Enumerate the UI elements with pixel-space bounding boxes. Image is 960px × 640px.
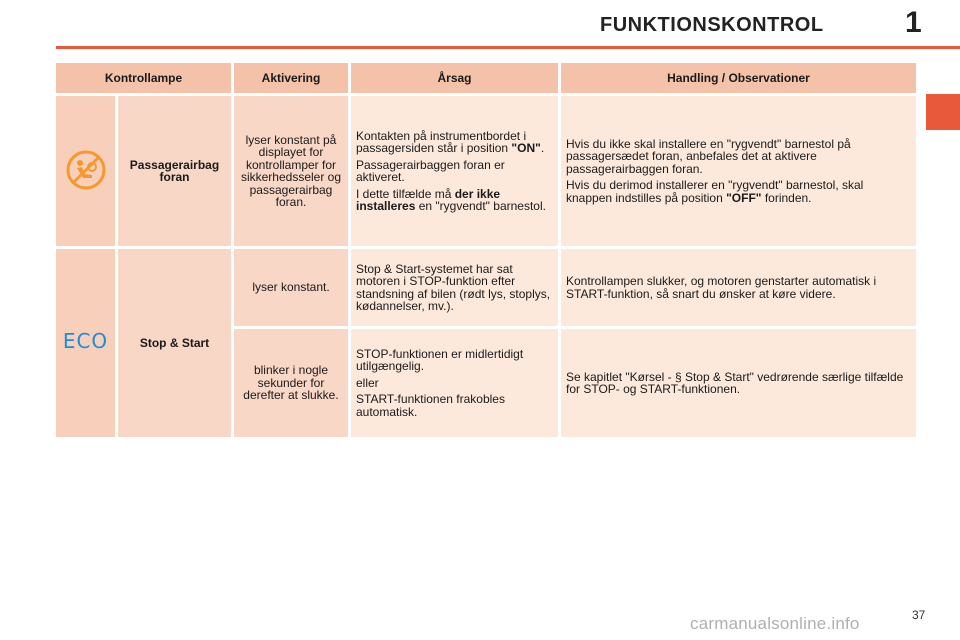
chapter-tab-marker xyxy=(926,94,960,130)
page-number: 37 xyxy=(912,608,926,622)
cause-text: en "rygvendt" barnestol. xyxy=(415,199,546,213)
column-header-kontrollampe: Kontrollampe xyxy=(56,63,231,93)
chapter-number: 1 xyxy=(905,6,922,39)
column-header-handling: Handling / Observationer xyxy=(561,63,916,93)
table-row xyxy=(56,249,916,326)
watermark: carmanualsonline.info xyxy=(690,614,860,633)
observation-emphasis: "OFF" xyxy=(726,190,762,205)
cause-text: Passagerairbaggen foran er aktiveret. xyxy=(356,157,505,184)
page-title: FUNKTIONSKONTROL xyxy=(600,14,824,36)
cause-emphasis: "ON" xyxy=(511,141,541,155)
lamp-name: Passagerairbag foran xyxy=(118,96,231,246)
cause-cell xyxy=(351,96,558,246)
observation-text: Se kapitlet "Kørsel - § Stop & Start" vedrørende særlige tilfælde for STOP- og START-funktionen. xyxy=(561,329,916,437)
lamp-name: Stop & Start xyxy=(118,249,231,437)
observation-text: Hvis du ikke skal installere en "rygvendt" barnestol på passagersædet foran, anbefales det at aktivere passagerairbaggen foran. xyxy=(566,136,851,176)
cause-emphasis: der ikke installeres xyxy=(356,186,501,213)
cause-text: . xyxy=(540,141,545,155)
eco-icon: ECO xyxy=(62,329,109,354)
header-divider xyxy=(56,46,960,49)
cause-text: STOP-funktionen er midlertidigt utilgængelig. xyxy=(356,346,524,374)
lamp-icon-cell xyxy=(56,249,115,437)
lamp-icon-cell xyxy=(56,96,115,246)
cause-text: Stop & Start-systemet har sat motoren i STOP-funktion efter standsning af bilen (rødt lys, stoplys, kødannelser, mv.). xyxy=(351,249,558,326)
observation-text: forinden. xyxy=(761,190,812,205)
cause-text: I dette tilfælde må xyxy=(356,186,455,201)
activation-text: blinker i nogle sekunder for derefter at slukke. xyxy=(234,329,348,437)
activation-text: lyser konstant. xyxy=(234,249,348,326)
cause-text: Kontakten på instrumentbordet i passagersiden står i position xyxy=(356,128,527,155)
column-header-arsag: Årsag xyxy=(351,63,558,93)
observation-cell xyxy=(561,96,916,246)
cause-text: eller xyxy=(356,375,379,390)
column-header-aktivering: Aktivering xyxy=(234,63,348,93)
activation-text: lyser konstant på displayet for kontrollamper for sikkerhedsseler og passagerairbag foran. xyxy=(234,96,348,246)
observation-text: Kontrollampen slukker, og motoren genstarter automatisk i START-funktion, så snart du ønsker at køre videre. xyxy=(561,249,916,326)
observation-text: Hvis du derimod installerer en "rygvendt" barnestol, skal knappen indstilles på position xyxy=(566,178,864,205)
table-row xyxy=(56,96,916,246)
warning-lamp-table xyxy=(53,60,919,440)
passenger-airbag-off-icon xyxy=(64,148,108,192)
table-header-row xyxy=(56,63,916,93)
cause-text: START-funktionen frakobles automatisk. xyxy=(356,392,505,419)
cause-cell xyxy=(351,329,558,437)
